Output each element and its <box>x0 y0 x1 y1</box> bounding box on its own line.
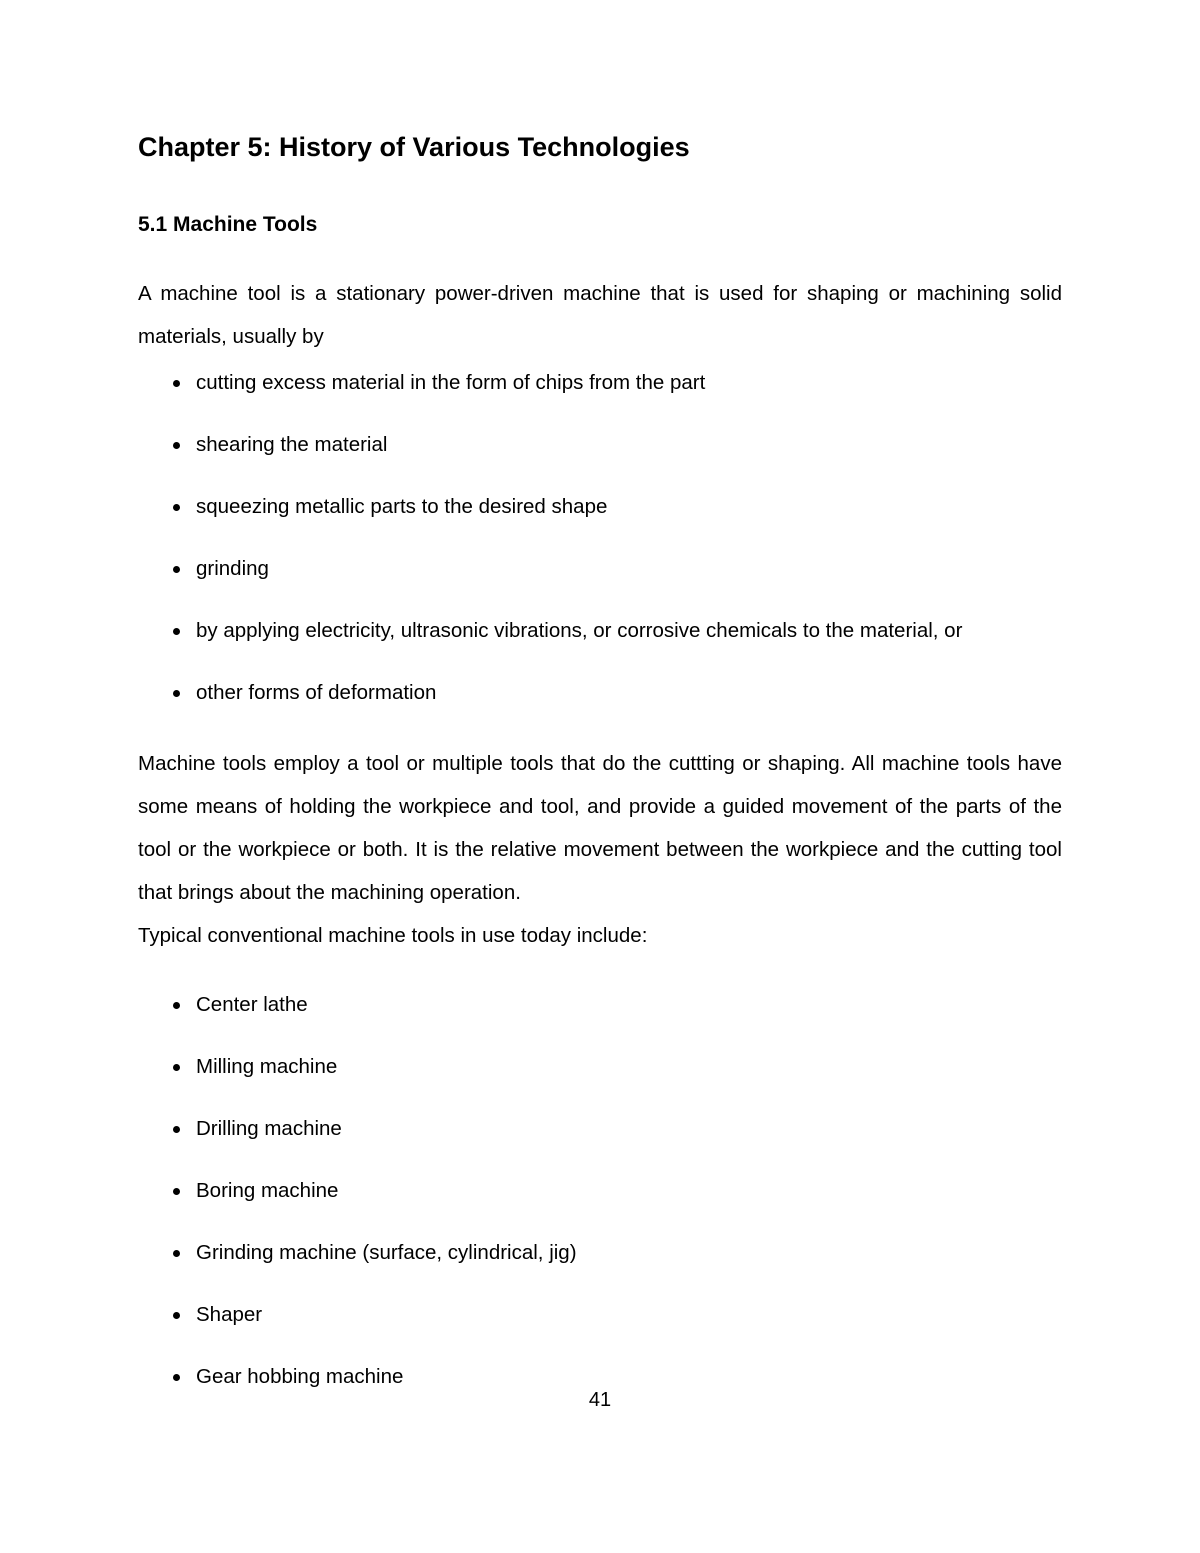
body-paragraph: Machine tools employ a tool or multiple tools that do the cuttting or shaping. All machine tools have some means of holding the workpiece and tool, and provide a guided movement of the parts of the tool or the workpiece or both. It is the relative movement between the workpiece and the cutting tool that brings about the machining operation. <box>138 752 1062 904</box>
list-item <box>138 1231 1062 1293</box>
list-item <box>138 671 1062 733</box>
list-item-text: Milling machine <box>196 1055 338 1078</box>
list-item <box>138 547 1062 609</box>
list-item-text: squeezing metallic parts to the desired shape <box>196 495 608 518</box>
list-item-text: Boring machine <box>196 1179 339 1202</box>
bullet-icon <box>173 566 180 573</box>
bullet-icon <box>173 504 180 511</box>
list-item <box>138 361 1062 423</box>
list-item-text: shearing the material <box>196 433 388 456</box>
list-item <box>138 485 1062 547</box>
list-item <box>138 423 1062 485</box>
bullet-icon <box>173 1312 180 1319</box>
bullet-icon <box>173 690 180 697</box>
bullet-icon <box>173 380 180 387</box>
bullet-icon <box>173 1250 180 1257</box>
list-item-text: Gear hobbing machine <box>196 1365 404 1388</box>
list-item <box>138 1045 1062 1107</box>
list-item-text: Drilling machine <box>196 1117 342 1140</box>
list-item-text: cutting excess material in the form of chips from the part <box>196 371 706 394</box>
bullet-icon <box>173 1064 180 1071</box>
bullet-icon <box>173 1188 180 1195</box>
bullet-icon <box>173 1002 180 1009</box>
page-number: 41 <box>588 1389 612 1411</box>
bullet-icon <box>173 1126 180 1133</box>
intro-paragraph: A machine tool is a stationary power-driven machine that is used for shaping or machining solid materials, usually by <box>138 282 1062 348</box>
section-title: 5.1 Machine Tools <box>138 213 318 236</box>
bullet-icon <box>173 628 180 635</box>
list-item-text: other forms of deformation <box>196 681 437 704</box>
chapter-title: Chapter 5: History of Various Technologies <box>138 132 690 162</box>
list-item <box>138 1293 1062 1355</box>
list-item <box>138 1169 1062 1231</box>
list-item <box>138 609 1062 671</box>
list-item-text: Shaper <box>196 1303 263 1326</box>
machine-tools-list <box>138 983 1062 1417</box>
list-item-text: grinding <box>196 557 269 580</box>
bullet-icon <box>173 442 180 449</box>
list-item-text: Center lathe <box>196 993 308 1016</box>
bullet-icon <box>173 1374 180 1381</box>
machining-methods-list <box>138 361 1062 733</box>
list-item-text: Grinding machine (surface, cylindrical, jig) <box>196 1241 577 1264</box>
list-item <box>138 983 1062 1045</box>
list-item-text: by applying electricity, ultrasonic vibrations, or corrosive chemicals to the material, or <box>196 619 963 642</box>
list-item <box>138 1107 1062 1169</box>
typical-tools-intro: Typical conventional machine tools in use today include: <box>138 924 648 947</box>
